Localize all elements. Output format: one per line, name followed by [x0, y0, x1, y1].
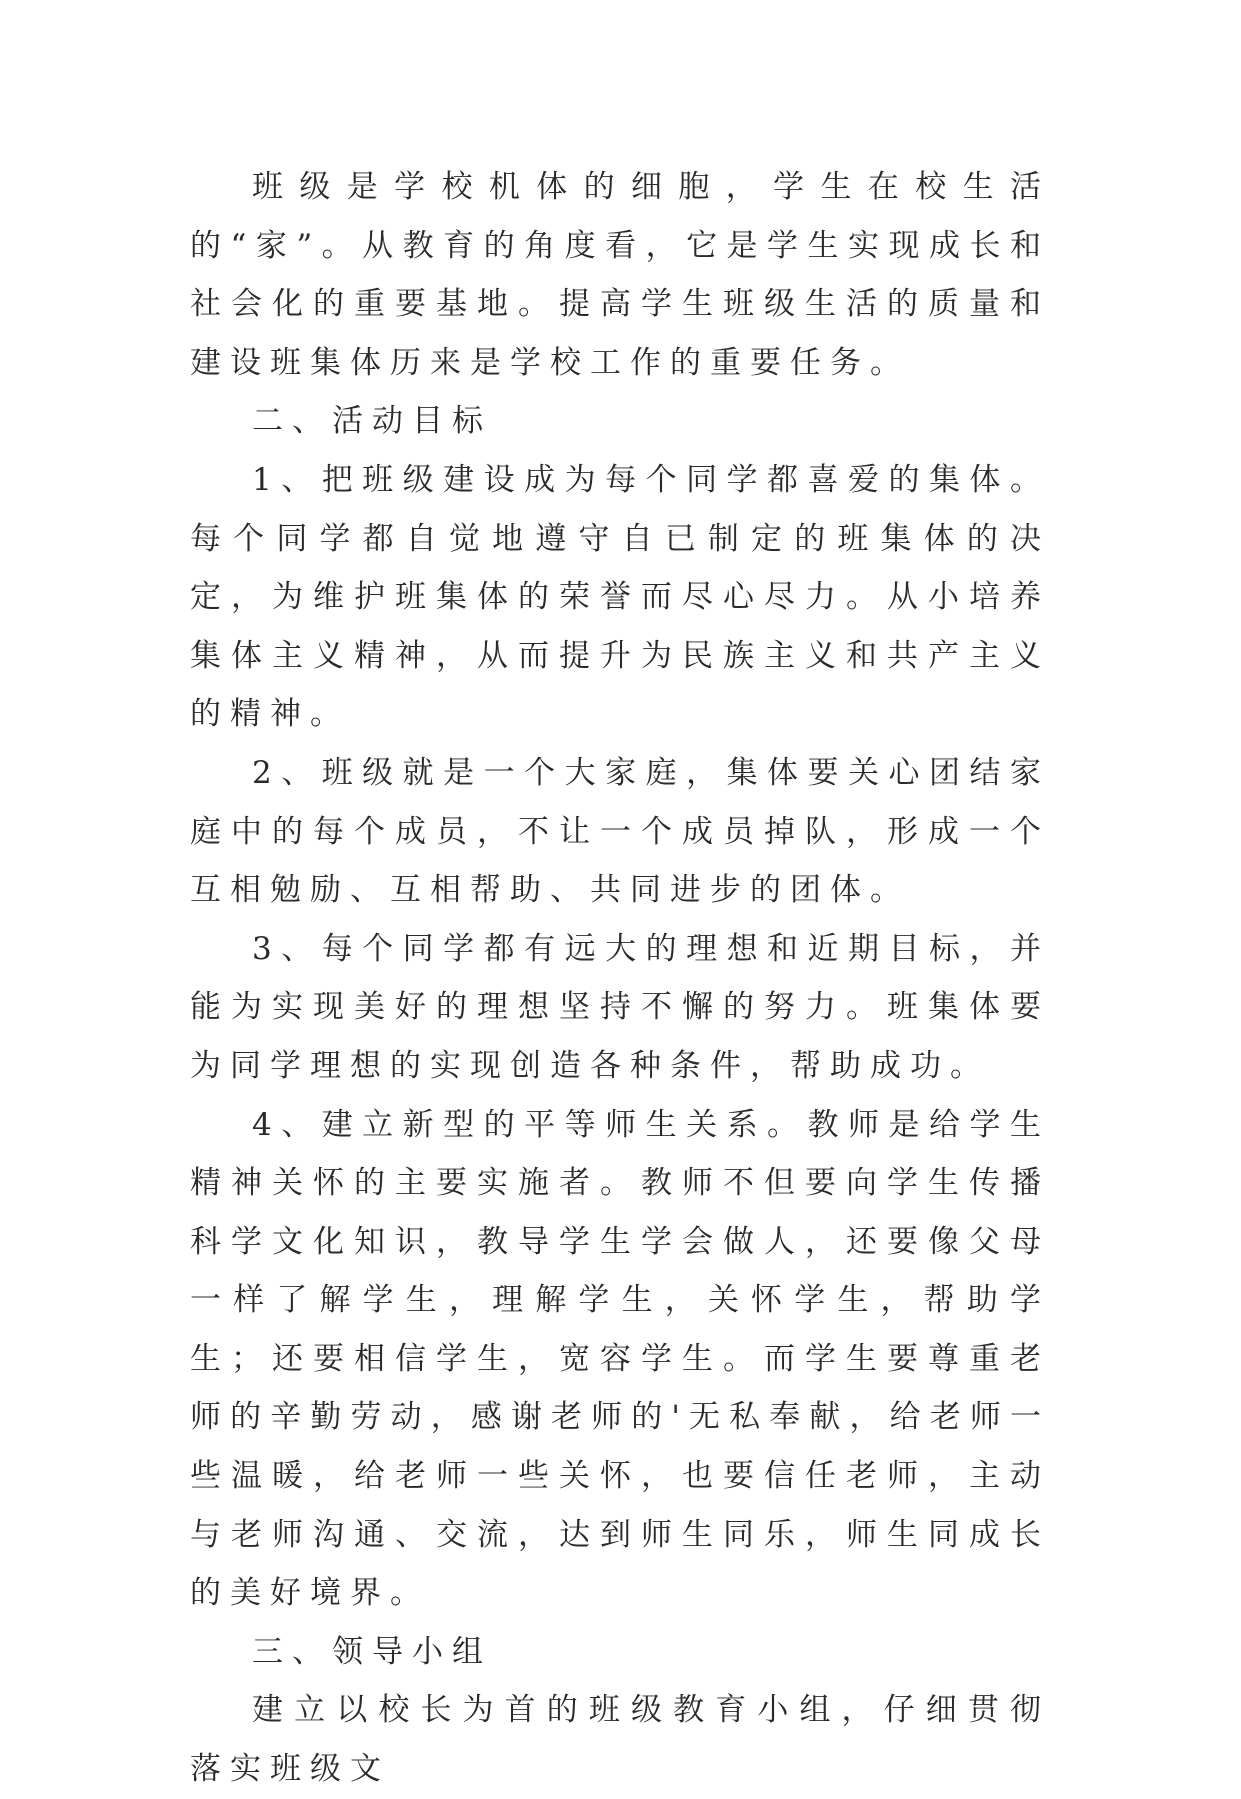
intro-paragraph: 班级是学校机体的细胞，学生在校生活的“家”。从教育的角度看，它是学生实现成长和社会化的重要基地。提高学生班级生活的质量和建设班集体历来是学校工作的重要任务。	[190, 169, 1050, 381]
document-body	[190, 158, 1050, 1799]
leadership-paragraph: 建立以校长为首的班级教育小组，仔细贯彻落实班级文	[190, 1692, 1050, 1788]
goal-paragraph-4: 4、建立新型的平等师生关系。教师是给学生精神关怀的主要实施者。教师不但要向学生传播科学文化知识，教导学生学会做人，还要像父母一样了解学生，理解学生，关怀学生，帮助学生；还要相信学生，宽容学生。而学生要尊重老师的辛勤劳动，感谢老师的'无私奉献，给老师一些温暖，给老师一些关怀，也要信任老师，主动与老师沟通、交流，达到师生同乐，师生同成长的美好境界。	[190, 1106, 1050, 1612]
goal-paragraph-3: 3、每个同学都有远大的理想和近期目标，并能为实现美好的理想坚持不懈的努力。班集体要为同学理想的实现创造各种条件，帮助成功。	[190, 930, 1050, 1084]
section-heading-activity-goals: 二、活动目标	[252, 403, 492, 440]
goal-paragraph-1: 1、把班级建设成为每个同学都喜爱的集体。每个同学都自觉地遵守自已制定的班集体的决定，为维护班集体的荣誉而尽心尽力。从小培养集体主义精神，从而提升为民族主义和共产主义的精神。	[190, 461, 1050, 733]
section-heading-leadership-group: 三、领导小组	[252, 1633, 492, 1670]
goal-paragraph-2: 2、班级就是一个大家庭，集体要关心团结家庭中的每个成员，不让一个成员掉队，形成一个互相勉励、互相帮助、共同进步的团体。	[190, 754, 1050, 909]
